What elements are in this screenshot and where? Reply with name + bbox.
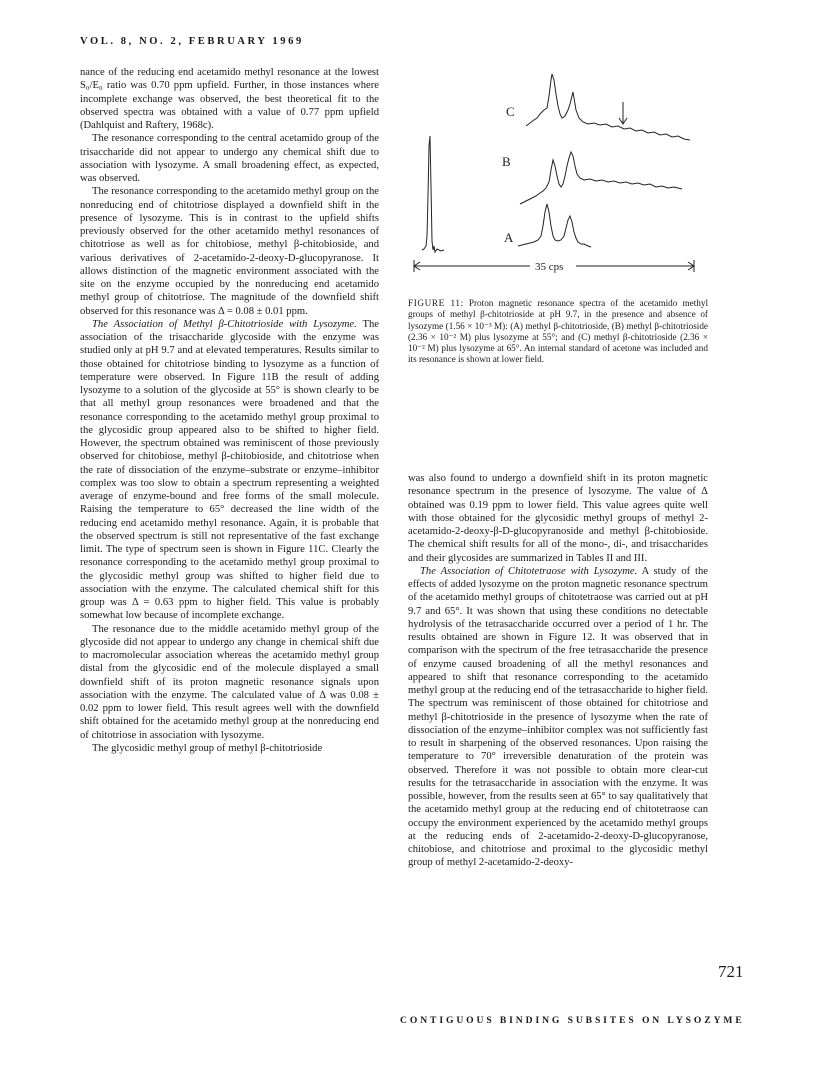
section-text: The association of the trisaccharide glycoside with the enzyme was studied only at pH 9.7 and at elevated temperatures. Results similar to those obtained for chitotriose binding to lysozyme as a function of temperature were observed. In Figure 11B the result of adding lysozyme to a solution of the glycoside at 55° is shown clearly to be that all methyl group resonances were broadened and that the resonance corresponding to the acetamido methyl group proximal to the glycosidic group appeared also to be shifted to higher field. However, the spectrum obtained was reminiscent of those previously observed for chitobiose, methyl β-chitobioside, and chitotriose when the rate of dissociation of the enzyme–substrate or enzyme–inhibitor complex was too slow to obtain a spectrum representing a weighted average of enzyme-bound and free forms of the small molecule. Raising the temperature to 65° decreased the line width of the reducing end acetamido methyl resonance. Again, it is probable that the observed spectrum is still not representative of the fast exchange limit. The type of spectrum seen is shown in Figure 11C. Clearly the resonance corresponding to the acetamido methyl group proximal to the glycosidic methyl group was shifted to higher field due to association with the enzyme. The calculated chemical shift for this group was Δ = 0.63 ppm to higher field. This value is probably somewhat low because of incomplete exchange. bbox=[80, 318, 379, 622]
section-paragraph bbox=[408, 565, 708, 870]
paragraph: The glycosidic methyl group of methyl β-chitotrioside bbox=[92, 742, 323, 754]
section-heading: The Association of Chitotetraose with Lysozyme. bbox=[420, 565, 638, 577]
spectrum-figure bbox=[408, 66, 708, 288]
trace-label-b: B bbox=[502, 154, 511, 169]
paragraph: was also found to undergo a downfield shift in its proton magnetic resonance spectrum in the presence of lysozyme. The value of Δ obtained was 0.19 ppm to lower field. This value agrees quite well with those obtained for the glycosidic methyl groups of methyl 2-acetamido-2-deoxy-β-D-glucopyranoside and methyl β-chitobioside. The chemical shift results for all of the mono-, di-, and trisaccharides and their glycosides are summarized in Tables II and III. bbox=[408, 473, 708, 564]
right-column bbox=[408, 472, 708, 870]
running-foot: CONTIGUOUS BINDING SUBSITES ON LYSOZYME bbox=[400, 1015, 745, 1026]
paragraph: The resonance corresponding to the central acetamido group of the trisaccharide did not appear to undergo any chemical shift due to association with lysozyme. A small broadening effect, as expected, was observed. bbox=[80, 133, 379, 184]
figure-caption bbox=[408, 298, 708, 366]
running-head: VOL. 8, NO. 2, FEBRUARY 1969 bbox=[80, 36, 304, 47]
trace-label-c: C bbox=[506, 104, 515, 119]
paragraph: The resonance corresponding to the acetamido methyl group on the nonreducing end of chitotriose displayed a downfield shift in the presence of lysozyme. This is in contrast to the upfield shifts previously observed for the other acetamido methyl resonances of chitotriose as well as for chitobiose, methyl β-chitobioside, and various derivatives of 2-acetamido-2-deoxy-D-glucopyranose. It allows distinction of the magnetic environment associated with the site on the enzyme occupied by the nonreducing end acetamido methyl group of chitotriose. The magnitude of the downfield shift observed for this resonance was Δ = 0.08 ± 0.01 ppm. bbox=[80, 186, 379, 317]
spectrum-trace-b bbox=[520, 152, 682, 204]
figure-caption-text: Proton magnetic resonance spectra of the acetamido methyl groups of methyl β-chitotrioside at pH 9.7, in the presence and absence of lysozyme (1.56 × 10⁻³ M): (A) methyl β-chitotrioside, (B) methyl β-chitotrioside (2.36 × 10⁻² M) plus lysozyme at 55°; and (C) methyl β-chitotrioside (2.36 × 10⁻² M) plus lysozyme at 65°. An internal standard of acetone was included and its resonance is shown at lower field. bbox=[408, 298, 708, 365]
figure-caption-label: FIGURE 11: bbox=[408, 298, 464, 308]
left-column bbox=[80, 66, 379, 755]
section-heading: The Association of Methyl β-Chitotrioside with Lysozyme. bbox=[92, 318, 357, 330]
arrow-down-icon bbox=[619, 102, 627, 124]
spectrum-trace-c bbox=[526, 74, 690, 140]
section-paragraph bbox=[80, 318, 379, 623]
paragraph: nance of the reducing end acetamido methyl resonance at the lowest S₀/E₀ ratio was 0.70 ppm upfield. Further, in those instances where incomplete exchange was observed, the best theoretical fit to the observed spectra was obtained with a value of 0.77 ppm upfield (Dahlquist and Raftery, 1968c). bbox=[80, 67, 379, 131]
trace-label-a: A bbox=[504, 230, 514, 245]
section-text: A study of the effects of added lysozyme on the proton magnetic resonance spectrum of the acetamido methyl groups of chitotetraose was carried out at pH 9.7 and 65°. It was shown that using these conditions no detectable hydrolysis of the tetrasaccharide occurred over a period of 1 hr. The results obtained are shown in Figure 12. It was observed that in comparison with the spectrum of the free tetrasaccharide the presence of enzyme caused broadening of all the methyl resonances and appeared to shift that resonance corresponding to the acetamido methyl group at the reducing end of the tetrasaccharide to higher field. The spectrum was reminiscent of those obtained for chitotriose and methyl β-chitotrioside in the presence of lysozyme when the rate of dissociation of the enzyme–inhibitor complex was not sufficiently fast to result in sharpening of the observed resonances. Upon raising the temperature to 70° irreversible denaturation of the protein was observed. Therefore it was not possible to obtain more clear-cut results for the tetrasaccharide in association with the enzyme. It was possible, however, from the results seen at 65° to say qualitatively that the acetamido methyl group at the reducing end of chitotetraose can occupy the environment experienced by the acetamido methyl groups at the reducing ends of 2-acetamido-2-deoxy-D-glucopyranose, chitobiose, and chitotriose and proximal to the glycosidic methyl group of methyl 2-acetamido-2-deoxy- bbox=[408, 565, 708, 869]
paragraph: The resonance due to the middle acetamido methyl group of the glycoside did not appear to undergo any change in chemical shift due to macromolecular association whereas the acetamido methyl group distal from the glycosidic end of the molecule displayed a small downfield shift of its proton magnetic resonance signals upon association with the enzyme. The calculated value of Δ was 0.08 ± 0.02 ppm to lower field. This result agrees well with the downfield shift obtained for the acetamido methyl group at the nonreducing end of chitotriose in association with lysozyme. bbox=[80, 623, 379, 741]
scale-label: 35 cps bbox=[535, 261, 564, 273]
page-number: 721 bbox=[718, 962, 744, 981]
